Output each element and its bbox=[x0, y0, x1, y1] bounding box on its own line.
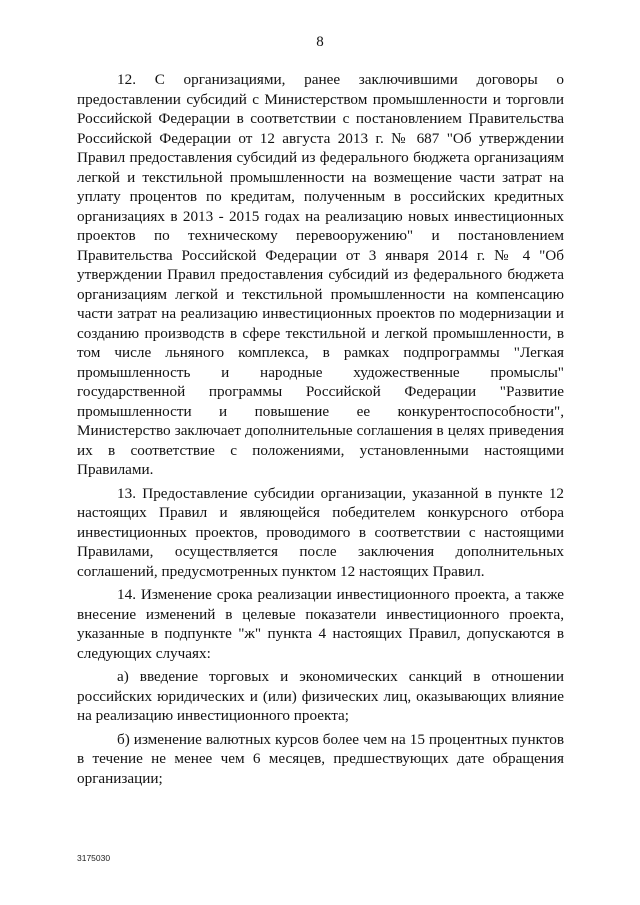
paragraph-12: 12. С организациями, ранее заключившими договоры о предоставлении субсидий с Министерством промышленности и торговли Российской Федерации в соответствии с постановлением Правительства Российской Федерации от 12 августа 2013 г. № 687 "Об утверждении Правил предоставления субсидий из федерального бюджета организациям легкой и текстильной промышленности на возмещение части затрат на уплату процентов по кредитам, полученным в российских кредитных организациях в 2013 - 2015 годах на реализацию новых инвестиционных проектов по техническому перевооружению" и постановлением Правительства Российской Федерации от 3 января 2014 г. № 4 "Об утверждении Правил предоставления субсидий из федерального бюджета организациям легкой и текстильной промышленности на компенсацию части затрат на реализацию инвестиционных проектов по модернизации и созданию производств в сфере текстильной и легкой промышленности, в том числе льняного комплекса, в рамках подпрограммы "Легкая промышленность и народные художественные промыслы" государственной программы Российской Федерации "Развитие промышленности и повышение ее конкурентоспособности", Министерство заключает дополнительные соглашения в целях приведения их в соответствие с положениями, установленными настоящими Правилами. bbox=[77, 71, 564, 478]
document-body bbox=[77, 70, 564, 788]
page-number: 8 bbox=[316, 34, 324, 50]
paragraph-14-b: б) изменение валютных курсов более чем на 15 процентных пунктов в течение не менее чем 6 месяцев, предшествующих дате обращения организации; bbox=[77, 730, 564, 787]
document-code: 3175030 bbox=[77, 853, 111, 863]
paragraph-14: 14. Изменение срока реализации инвестиционного проекта, а также внесение изменений в целевые показатели инвестиционного проекта, указанные в подпункте "ж" пункта 4 настоящих Правил, допускаются в следующих случаях: bbox=[77, 586, 564, 662]
paragraph-13: 13. Предоставление субсидии организации, указанной в пункте 12 настоящих Правил и являющейся победителем конкурсного отбора инвестиционных проектов, проводимого в соответствии с настоящими Правилами, осуществляется после заключения дополнительных соглашений, предусмотренных пунктом 12 настоящих Правил. bbox=[77, 484, 564, 580]
paragraph-14-a: а) введение торговых и экономических санкций в отношении российских юридических и (или) физических лиц, оказывающих влияние на реализацию инвестиционного проекта; bbox=[77, 668, 564, 724]
